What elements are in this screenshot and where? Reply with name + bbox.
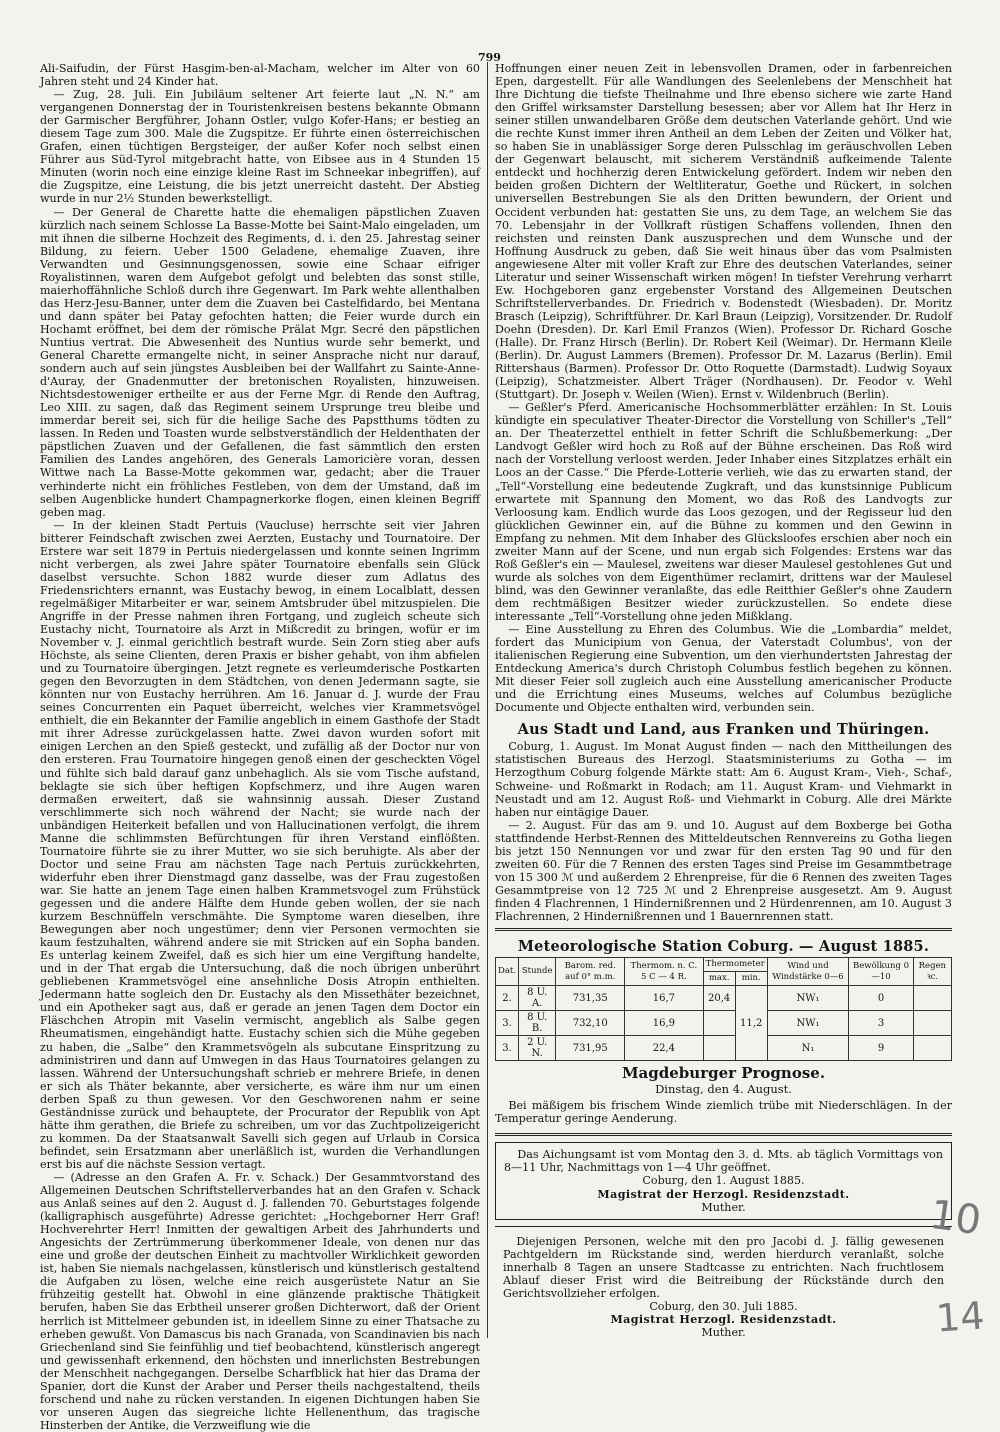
table-row: [496, 1011, 952, 1036]
page-number: 799: [478, 51, 501, 64]
table-cell: [913, 1011, 951, 1036]
table-cell: [913, 986, 951, 1011]
article-paragraph: — Geßler's Pferd. Americanische Hochsommerblätter erzählen: In St. Louis kündigte ein speculativer Theater-Director die Vorstellung von Schiller's „Tell“ an. Der Theaterzettel enthielt in fetter Schrift die Schlußbemerkung: „Der Landvogt Geßler wird hoch zu Roß auf der Bühne erscheinen. Das Roß wird nach der Vorstellung verloost werden. Jeder Inhaber eines Sitzplatzes erhält ein Loos an der Casse.“ Die Pferde-Lotterie verlieh, wie das zu erwarten stand, der „Tell“-Vorstellung eine bedeutende Zugkraft, und das kunstsinnige Publicum erwartete mit Spannung den Moment, wo das Roß des Landvogts zur Verloosung kam. Endlich wurde das Loos gezogen, und der Regisseur lud den glücklichen Gewinner ein, auf die Bühne zu kommen und den Gewinn in Empfang zu nehmen. Mit dem Inhaber des Glücksloofes erschien aber noch ein zweiter Mann auf der Scene, und nun ergab sich Folgendes: Erstens war das Roß Geßler's ein — Maulesel, zweitens war dieser Maulesel gestohlenes Gut und wurde als solches von dem Eigenthümer reclamirt, drittens war der Maulesel blind, was den Gewinner veranlaßte, das edle Reitthier Geßler's ohne Zaudern dem rechtmäßigen Besitzer wieder zurückzustellen. So endete diese interessante „Tell“-Vorstellung ohne jeden Mißklang.: [495, 401, 952, 623]
table-cell: 0: [849, 986, 913, 1011]
local-news-paragraph: Coburg, 1. August. Im Monat August finden — nach den Mittheilungen des statistischen Bureaus des Herzogl. Staatsministeriums zu Gotha — im Herzogthum Coburg folgende Märkte statt: Am 6. August Kram-, Vieh-, Schaf-, Schweine- und Roßmarkt in Rodach; am 11. August Kram- und Viehmarkt in Neustadt und am 12. August Roß- und Viehmarkt in Coburg. Alle drei Märkte haben nur eintägige Dauer.: [495, 740, 952, 819]
table-cell: [913, 1036, 951, 1061]
table-cell: 16,7: [625, 986, 704, 1011]
notice-place-date: Coburg, den 1. August 1885.: [642, 1174, 805, 1188]
table-cell: 22,4: [625, 1036, 704, 1061]
table-cell: 20,4: [703, 986, 735, 1011]
notice-box: [495, 1142, 952, 1219]
notice-text: Das Aichungsamt ist vom Montag den 3. d. Mts. ab täglich Vormittags von 8—11 Uhr, Nachmittags von 1—4 Uhr geöffnet.: [504, 1148, 943, 1175]
table-header: Dat.: [496, 958, 519, 986]
newspaper-page: [40, 48, 952, 1432]
table-cell: NW₁: [767, 986, 849, 1011]
column-divider: [487, 62, 488, 1338]
article-paragraph: — Der General de Charette hatte die ehemaligen päpstlichen Zuaven kürzlich nach seinem Schlosse La Basse-Motte bei Saint-Malo eingeladen, um mit ihnen die silberne Hochzeit des Regiments, d. i. den 25. Jahrestag seiner Bildung, zu feiern. Ueber 1500 Geladene, ehemalige Zuaven, ihre Verwandten und Gesinnungsgenossen, sowie eine Schaar eifriger Royalistinnen, waren dem Aufgebot gefolgt und belebten das sonst stille, maierhoffähnliche Schloß durch ihre Gegenwart. Im Park wehte allenthalben das Herz-Jesu-Banner, unter dem die Zuaven bei Castelfidardo, bei Mentana und dann später bei Patay gefochten hatten; die Feier wurde durch ein Hochamt eröffnet, bei dem der römische Prälat Mgr. Secré den päpstlichen Nuntius vertrat. Die Abwesenheit des Nuntius wurde sehr bemerkt, und General Charette ermangelte nicht, in seiner Ansprache nicht nur darauf, sondern auch auf sein jüngstes Ausbleiben bei der Wallfahrt zu Sainte-Anne-d'Auray, der Gnadenmutter der bretonischen Royalisten, hinzuweisen. Nichtsdestoweniger ertheilte er aus der Ferne Mgr. di Rende den Auftrag, Leo XIII. zu sagen, daß das Regiment seinem Ursprunge treu bleibe und immerdar bereit sei, sich für die heilige Sache des Papstthums tödten zu lassen. In Reden und Toasten wurde selbstverständlich der Heldenthaten der päpstlichen Zuaven und der Gefallenen, die fast sämmtlich den ersten Familien des Landes angehören, des Generals Lamoricière voran, dessen Wittwe nach La Basse-Motte gekommen war, gedacht; aber die Trauer verhinderte nicht ein fröhliches Festleben, von dem der Umstand, daß im selben Augenblicke hundert Champagnerkorke flogen, einen kleinen Begriff geben mag.: [40, 205, 480, 519]
notice-text: Diejenigen Personen, welche mit den pro Jacobi d. J. fällig gewesenen Pachtgeldern im Rückstande sind, werden hierdurch veranlaßt, solche innerhalb 8 Tagen an unsere Stadtcasse zu entrichten. Nach fruchtlosem Ablauf dieser Frist wird die Beitreibung der Rückstände durch den Gerichtsvollzieher erfolgen.: [503, 1234, 944, 1301]
table-cell: NW₁: [767, 1011, 849, 1036]
weather-station-title: Meteorologische Station Coburg. — August 1885.: [517, 938, 930, 956]
table-cell: 2 U. N.: [519, 1036, 556, 1061]
left-column: [40, 62, 480, 1432]
table-cell: 9: [849, 1036, 913, 1061]
table-header: Wind und Windstärke 0—6: [767, 958, 849, 986]
table-cell: [703, 1036, 735, 1061]
table-header: Thermometer: [703, 958, 767, 972]
table-header: Regen ꝛc.: [913, 958, 951, 986]
pencil-annotation: 14: [934, 1293, 986, 1341]
table-header: Bewölkung 0—10: [849, 958, 913, 986]
table-cell: 8 U. B.: [519, 1011, 556, 1036]
table-header: Barom. red. auf 0° m.m.: [556, 958, 625, 986]
pencil-annotation: 10: [927, 1191, 984, 1245]
table-cell: [703, 1011, 735, 1036]
table-cell: 731,35: [556, 986, 625, 1011]
table-row: [496, 1036, 952, 1061]
article-paragraph: Ali-Saifudin, der Fürst Hasgim-ben-al-Macham, welcher im Alter von 60 Jahren steht und 24 Kinder hat.: [40, 62, 480, 89]
article-paragraph: — Eine Ausstellung zu Ehren des Columbus. Wie die „Lombardia“ meldet, fordert das Municipium von Genua, der Vaterstadt Columbus', von der italienischen Regierung eine Subvention, um den vierhundertsten Jahrestag der Entdeckung America's durch Christoph Columbus festlich begehen zu können. Mit dieser Feier soll zugleich auch eine Ausstellung americanischer Producte und die Errichtung eines Museums, welches auf Columbus bezügliche Documente und Objecte enthalten wird, verbunden sein.: [495, 623, 952, 715]
table-cell: 3: [849, 1011, 913, 1036]
forecast-date: Dinstag, den 4. August.: [655, 1082, 792, 1097]
article-paragraph: — Zug, 28. Juli. Ein Jubiläum seltener Art feierte laut „N. N.“ am vergangenen Donnerstag der in Touristenkreisen bestens bekannte Obmann der Garmischer Bergführer, Johann Ostler, vulgo Kofer-Hans; er bestieg an diesem Tage zum 300. Male die Zugspitze. Er führte einen österreichischen Grafen, einen tüchtigen Bergsteiger, der außer Kofer noch selbst einen Führer aus Süd-Tyrol mitgebracht hatte, von Eibsee aus in 4 Stunden 15 Minuten (worin noch eine einzige kleine Rast im Schneekar inbegriffen), auf die Zugspitze, eine Leistung, die bis jetzt unerreicht dasteht. Der Abstieg wurde in nur 2½ Stunden bewerkstelligt.: [40, 88, 480, 206]
table-header: min.: [735, 972, 767, 986]
table-cell: 732,10: [556, 1011, 625, 1036]
weather-table: [495, 957, 952, 1061]
right-column: [495, 62, 952, 1378]
section-heading: Aus Stadt und Land, aus Franken und Thüringen.: [517, 721, 930, 739]
forecast-title: Magdeburger Prognose.: [621, 1064, 826, 1083]
section-rule: [495, 1133, 952, 1136]
table-header: Stunde: [519, 958, 556, 986]
table-header: Thermom. n. C. 5 C — 4 R.: [625, 958, 704, 986]
article-paragraph: — (Adresse an den Grafen A. Fr. v. Schack.) Der Gesammtvorstand des Allgemeinen Deutschen Schriftstellerverbandes hat an den Grafen v. Schack aus Anlaß seines auf den 2. August d. J. fallenden 70. Geburtstages folgende (kalligraphisch ausgeführte) Adresse gerichtet: „Hochgeborner Herr Graf! Hochverehrter Herr! Inmitten der gewaltigen Arbeit des Jahrhunderts und Angesichts der Zertrümmerung überkommener Ideale, von denen nur das eine und große der deutschen Einheit zu machtvoller Wirklichkeit geworden ist, haben Sie niemals nachgelassen, künstlerisch und künstlerisch gestaltend die Aufgaben zu lösen, welche eine reich ausgerüstete Natur an Sie frühzeitig gestellt hat. Obwohl in eine glänzende praktische Thätigkeit berufen, haben Sie das Erbtheil unserer großen Dichterwort, daß der Orient herrlich ist Mittelmeer gebunden ist, in ideellem Sinne zu einer Thatsache zu erheben gewußt. Von Damascus bis nach Granada, von Scandinavien bis nach Griechenland sind Sie feinfühlig und tief beobachtend, künstlerisch angeregt und gewissenhaft erkennend, den höchsten und innerlichsten Bestrebungen der Menschheit nachgegangen. Derselbe Scharfblick hat hier das Drama der Spanier, dort die Kunst der Araber und Perser theils nachgestaltend, theils forschend und nahe zu rücken verstanden. In eigenen Dichtungen haben Sie vor unseren Augen das siegreiche lichte Hellenenthum, das tragische Hinsterben der Antike, die Verzweiflung wie die: [40, 1170, 480, 1432]
table-cell: N₁: [767, 1036, 849, 1061]
table-cell: 16,9: [625, 1011, 704, 1036]
notice-name: Muther.: [701, 1200, 746, 1214]
table-cell: 11,2: [735, 986, 767, 1061]
notice-signature: Magistrat Herzogl. Residenzstadt.: [610, 1313, 837, 1327]
notice-box: [495, 1226, 952, 1345]
forecast-text: Bei mäßigem bis frischem Winde ziemlich trübe mit Niederschlägen. In der Temperatur geringe Aenderung.: [495, 1099, 952, 1126]
table-cell: 3.: [496, 1011, 519, 1036]
table-cell: 2.: [496, 986, 519, 1011]
article-paragraph: — In der kleinen Stadt Pertuis (Vaucluse) herrschte seit vier Jahren bitterer Feindschaft zwischen zwei Aerzten, Eustachy und Tournatoire. Der Erstere war seit 1879 in Pertuis niedergelassen und konnte seinen Ingrimm nicht verbergen, als zwei Jahre später Tournatoire ebenfalls sein Glück daselbst versuchte. Schon 1882 wurde dieser zum Adlatus des Friedensrichters ernannt, was Eustachy bewog, in einem Localblatt, dessen regelmäßiger Mitarbeiter er war, seinem Amtsbruder übel mitzuspielen. Die Angriffe in der Presse nahmen ihren Fortgang, und zugleich scheute sich Eustachy nicht, Tournatoire als Arzt in Mißcredit zu bringen, wofür er im November v. J. einmal gerichtlich bestraft wurde. Sein Zorn stieg aber aufs Höchste, als seine Clienten, deren Praxis er bisher gehabt, von ihm abfielen und zu Tournatoire übergingen. Jetzt regnete es verleumderische Postkarten gegen den Bevorzugten in dem Städtchen, von denen Jedermann sagte, sie könnten nur von Eustachy herrühren. Am 16. Januar d. J. wurde der Frau seines Concurrenten ein Paquet überreicht, welches vier Krammetsvögel enthielt, die ein Bekannter der Familie angeblich in einem Gasthofe der Stadt mit ihrer Adresse zurückgelassen hatte. Zwei davon wurden sofort mit einigen Lerchen an den Spieß gesteckt, und zufällig aß der Doctor nur von den ersteren. Frau Tournatoire hingegen genoß einen der gescheckten Vögel und fühlte sich bald darauf ganz unbehaglich. Als sie vom Tische aufstand, beklagte sie sich über heftigen Kopfschmerz, und ihre Augen waren dermaßen erweitert, daß sie wahnsinnig aussah. Dieser Zustand verschlimmerte sich noch während der Nacht; sie wurde nach der unbändigen Heiterkeit befallen und von Hallucinationen verfolgt, die ihrem Manne die schlimmsten Befürchtungen für ihren Verstand einflößten. Tournatoire führte sie zu ihrer Mutter, wo sie sich beruhigte. Als aber der Doctor und seine Frau am nächsten Tage nach Pertuis zurückkehrten, widerfuhr eben ihrer Dienstmagd ganz dasselbe, was der Frau zugestoßen war. Sie hatte an jenem Tage einen halben Krammetsvogel zum Frühstück gegessen und die andere Hälfte dem Hunde geben wollen, der sie nach kurzem Beschnüffeln verschmähte. Die Symptome waren dieselben, ihre Bewegungen aber noch ungestümer; denn vier Personen vermochten sie kaum festzuhalten, während andere sie mit Stricken auf ein Sopha banden. Es unterlag keinem Zweifel, daß es sich hier um eine Vergiftung handelte, und in der That ergab die Untersuchung, daß die noch übrigen unberührt gebliebenen Krammetsvögel eine ansehnliche Dosis Atropin enthielten. Jedermann hatte sogleich den Dr. Eustachy als den Missethäter bezeichnet, und ein Apotheker sagt aus, daß er gerade an jenen Tagen dem Doctor ein Fläschchen Atropin mit Vaselin vermischt, angeblich als Salbe gegen Rheumatismen, eingehändigt hatte. Eustachy schien sich die Mühe gegeben zu haben, die „Salbe“ den Krammetsvögeln als subcutane Einspritzung zu administriren und dann auf Umwegen in das Haus Tournatoires gelangen zu lassen. Während der Untersuchungshaft schrieb er mehrere Briefe, in denen er sich als Thäter bekannte, aber versicherte, es wäre ihm nur um einen derben Spaß zu thun gewesen. Vor den Geschworenen nahm er seine Geständnisse zurück und behauptete, der Procurator der Republik von Apt hätte ihm gerathen, die Briefe zu schreiben, um vor das Zuchtpolizeigericht zu kommen. Da der Staatsanwalt Savelli sich gegen auf Urlaub in Corsica befindet, sein Ersatzmann aber unerläßlich ist, wurden die Verhandlungen erst bis auf die nächste Session vertagt.: [40, 518, 480, 1171]
table-row: [496, 986, 952, 1011]
table-cell: 731,95: [556, 1036, 625, 1061]
table-cell: 8 U. A.: [519, 986, 556, 1011]
table-cell: 3.: [496, 1036, 519, 1061]
table-header: max.: [703, 972, 735, 986]
notice-signature: Magistrat der Herzogl. Residenzstadt.: [597, 1187, 850, 1201]
section-rule: [495, 928, 952, 931]
local-news-paragraph: — 2. August. Für das am 9. und 10. August auf dem Boxberge bei Gotha stattfindende Herbst-Rennen des Mitteldeutschen Rennvereins zu Gotha liegen bis jetzt 150 Nennungen vor und zwar für den ersten Tag 90 und für den zweiten 60. Für die 7 Rennen des ersten Tages sind Preise im Gesammtbetrage von 15 300 ℳ und außerdem 2 Ehrenpreise, für die 6 Rennen des zweiten Tages Gesammtpreise von 12 725 ℳ und 2 Ehrenpreise ausgesetzt. Am 9. August finden 4 Flachrennen, 1 Hindernißrennen und 2 Hürdenrennen, am 10. August 3 Flachrennen, 2 Hindernißrennen und 1 Bauernrennen statt.: [495, 818, 952, 923]
article-paragraph: Hoffnungen einer neuen Zeit in lebensvollen Dramen, oder in farbenreichen Epen, dargestellt. Für alle Wandlungen des Seelenlebens der Menschheit hat Ihre Dichtung die tiefste Theilnahme und Ihre ebenso sichere wie zarte Hand den Griffel wirksamster Darstellung besessen; aber vor Allem hat Ihr Herz in seiner stillen unwandelbaren Größe dem deutschen Vaterlande gehört. Und wie die rechte Kunst immer ihren Antheil an dem Leben der Zeiten und Völker hat, so haben Sie in unablässiger Sorge deren Pulsschlag im geräuschvollen Leben der Gegenwart belauscht, mit sicherem Verständniß aufkeimende Talente entdeckt und hochherzig deren Entwickelung gefördert. Indem wir neben den beiden großen Dichtern der Weltliteratur, Goethe und Rückert, in solchen universellen Bestrebungen Sie als den Dritten bewundern, der Orient und Occident verbunden hat: gestatten Sie uns, zu dem Tage, an welchem Sie das 70. Lebensjahr in der Vollkraft rüstigen Schaffens vollenden, Ihnen den reichsten und reinsten Dank auszusprechen und dem Wunsche und der Hoffnung Ausdruck zu geben, daß Sie weit hinaus über das vom Psalmisten angewiesene Alter mit voller Kraft zur Ehre des deutschen Vaterlandes, seiner Literatur und seiner Wissenschaft wirken mögen! In tiefster Verehrung verharrt Ew. Hochgeboren ganz ergebenster Vorstand des Allgemeinen Deutschen Schriftstellerverbandes. Dr. Friedrich v. Bodenstedt (Wiesbaden). Dr. Moritz Brasch (Leipzig), Schriftführer. Dr. Karl Braun (Leipzig), Vorsitzender. Dr. Rudolf Doehn (Dresden). Dr. Karl Emil Franzos (Wien). Professor Dr. Richard Gosche (Halle). Dr. Franz Hirsch (Berlin). Dr. Robert Keil (Weimar). Dr. Hermann Kleile (Berlin). Dr. August Lammers (Bremen). Professor Dr. M. Lazarus (Berlin). Emil Rittershaus (Barmen). Professor Dr. Otto Roquette (Darmstadt). Ludwig Soyaux (Leipzig), Schatzmeister. Albert Träger (Nordhausen). Dr. Feodor v. Wehl (Stuttgart). Dr. Joseph v. Weilen (Wien). Ernst v. Wildenbruch (Berlin).: [495, 62, 952, 402]
notice-name: Muther.: [701, 1326, 746, 1340]
notice-place-date: Coburg, den 30. Juli 1885.: [649, 1300, 798, 1314]
